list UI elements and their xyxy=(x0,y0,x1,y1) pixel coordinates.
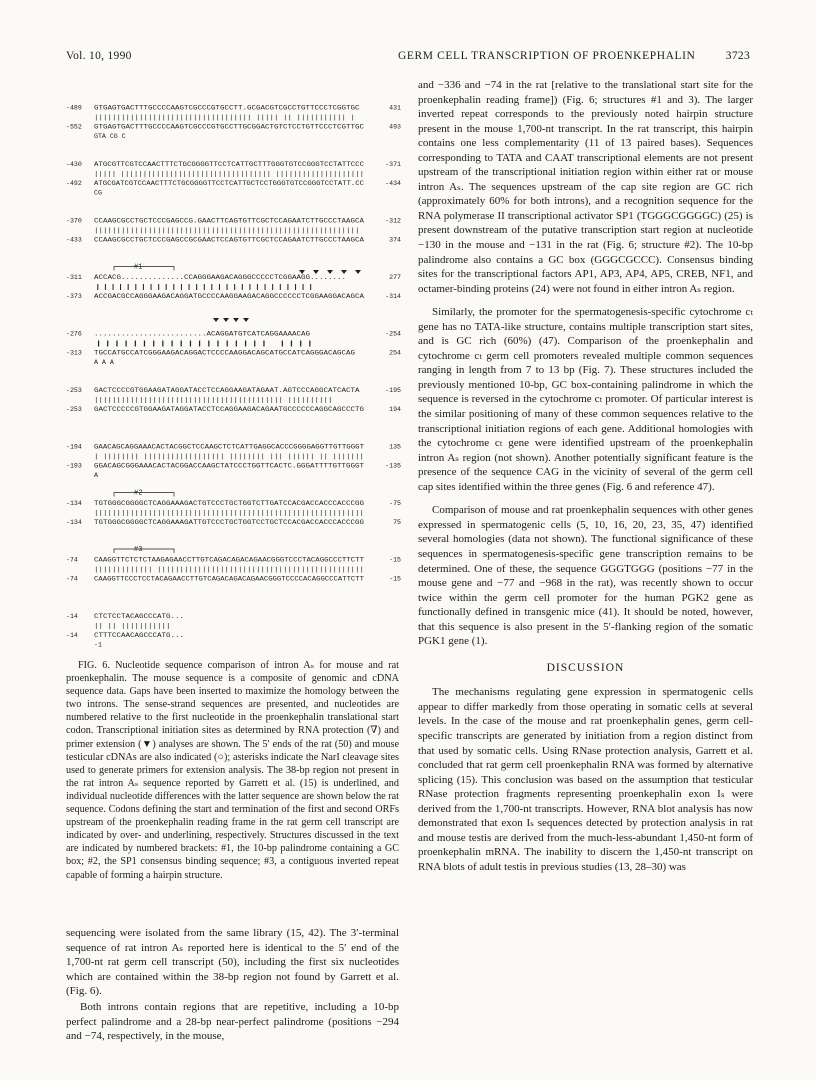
structure-bracket-label: #2 xyxy=(134,489,143,498)
rat-sequence: TGCCATGCCATCGGGAAGACAGGACTCCCCAAGGACAGCATGCCATCAGGGACAGCAG xyxy=(94,349,356,357)
initiation-site-marker xyxy=(233,318,239,322)
line-number: -312 xyxy=(385,217,401,225)
line-number: -194 xyxy=(66,443,82,451)
left-paragraph-1 xyxy=(66,926,399,999)
right-paragraph-1: and −336 and −74 in the rat [relative to the translational start site for the proenkephalin reading frame]) (Fig. 6; structures #1 and 3). The larger inverted repeat corresponds to the previously noted hairpin structure present in the mouse 1,700-nt transcript. In the rat transcript, this hairpin contains one less complementarity (11 of 13 paired bases). Sequences corresponding to TATA and CAAT transcriptional elements are not present upstream of the transcriptional initiation region within either rat or mouse intron Aₛ. The sequences upstream of the cap site region are GC rich (approximately 60% for both introns), and a recognition sequence for the RNA polymerase II transcriptional activator SP1 (TGGGCGGGGC) (25) is present downstream of the putative transcription start region at nucleotide −130 in the mouse and −131 in the rat (Fig. 6; structure #2). The 10-bp palindrome also contains a GC box (GGGCGCCC). Consensus binding sites for the transcriptional factors AP1, AP3, AP4, AP5, CREB, NF1, and octamer-binding proteins (24) were not found in either intron Aₛ region. xyxy=(418,79,753,295)
rat-sequence: TGTGGGCGGGGCTCAGGAAAGATTGTCCCTGCTGGTCCTGCTCCACGACCACCCACCCGG xyxy=(94,519,365,526)
line-number: -193 xyxy=(66,462,82,470)
section-heading-discussion: DISCUSSION xyxy=(546,661,625,674)
line-number: -433 xyxy=(66,236,82,244)
line-number: -254 xyxy=(385,330,401,338)
mouse-sequence: CCAAGCGCCTGCTCCCGAGCCG.GAACTTCAGTGTTCGCTCCAGAATCTTGCCCTAAGCA xyxy=(94,217,365,225)
line-number: -253 xyxy=(66,387,82,394)
rat-sequence: ACCGACGCCAGGGAAGACAGGATGCCCCAAGGAAGACAGGCCCCCCTCGGAAGGACAGCA xyxy=(94,293,365,300)
structure-bracket xyxy=(114,267,174,271)
line-number: -276 xyxy=(66,330,82,338)
line-number: -313 xyxy=(66,349,82,357)
right-paragraph-4: The mechanisms regulating gene expression in spermatogenic cells appear to differ markedly from those operating in somatic cells at several levels. In the case of the mouse and rat proenkephalin genes, germ cell-specific transcripts are generated by initiation from a region distinct from that used by somatic cells. Using RNase protection analysis, Garrett et al. concluded that rat germ cell proenkephalin RNA was formed by alternative splicing (15). This conclusion was based on the assumption that testicular RNase protection fragments representing proenkephalin exon Iₛ were derived from the 1,700-nt transcripts. However, RNA blot analysis has now demonstrated that exon Iₛ sequences detected by protection analysis in rat and mouse testis are derived from the much-less-abundant 1,450-nt form of proenkephalin mRNA. The inability to discern the 1,450-nt transcript on RNA blots of adult testis in previous studies (13, 28–30) was xyxy=(418,686,753,873)
identity-bars: ||||||||||||| |||||||||||||||||||||||||||||||||||||||||||||| xyxy=(94,566,364,573)
line-number: -489 xyxy=(66,104,82,112)
identity-bars: |||||||||||||||||||||||||||||||||||||||||| |||||||||| xyxy=(94,396,333,404)
caption-label: FIG. 6. xyxy=(78,660,110,671)
identity-bars: ||||||||||||||||||||||||||||||||||||||||||||||||||||||||||| xyxy=(94,227,360,234)
identity-bars: ||||| |||||||||||||||||||||||||||||||||| |||||||||||||||||||| xyxy=(94,170,364,178)
line-number: -135 xyxy=(385,462,401,470)
nucleotide-differences: CG xyxy=(94,189,102,197)
line-number: 431 xyxy=(389,104,401,112)
line-number: 135 xyxy=(389,443,401,451)
line-number: -430 xyxy=(66,161,82,168)
right-paragraph-2: Similarly, the promoter for the spermatogenesis-specific cytochrome cₜ gene has no TATA-like structure, contains multiple transcription start sites, and is GC rich (60%) (47). Comparison of the proenkephalin and cytochrome cₜ germ cell promoters revealed multiple common sequences ranging in length from 7 to 13 bp (Fig. 7). These structures included the previously mentioned 10-bp, GC box-containing palindrome in which the sequence is reversed in the cytochrome cₜ promoter. Of particular interest is the similar positioning of many of these common sequences relative to the transcriptional initiation regions of each gene. Additional homologies with the cytochrome cₜ gene were identified upstream of the proenkephalin intron Aₛ region (not shown). Another potentially significant feature is the presence of the sequence CAG in the vicinity of several of the germ cell cap sites identified within the three genes (Fig. 6 and reference 47). xyxy=(418,306,753,493)
rat-sequence: GTGAGTGACTTTGCCCCAAGTCGCCCGTGCCTTGCGGACTGTCTCCTGTTCCCTCGTTGC xyxy=(94,123,365,131)
structure-bracket xyxy=(114,493,174,497)
caption-text: Nucleotide sequence comparison of intron Aₛ for mouse and rat proenkephalin. The mouse sequence is a composite of genomic and cDNA sequence data. Gaps have been inserted to maximize the homology between the two introns. The sense-strand sequences are presented, and nucleotides are numbered relative to the first nucleotide in the proenkephalin translational start codon. Transcriptional initiation sites as determined by RNA protection (∇) and primer extension (▼) analyses are shown. The 5′ ends of the rat (50) and mouse testicular cDNAs are also indicated (○); asterisks indicate the NarI cleavage sites used to generate primers for extension analysis. The 38-bp region not present in the rat intron Aₛ sequence reported by Garrett et al. (15) is underlined, and individual nucleotide differences with the latter sequence are shown below the rat sequence. Codons defining the start and termination of the first and second ORFs upstream of the proenkephalin reading frame in the rat germ cell transcript are indicated by over- and underlining, respectively. Structures discussed in the text are indicated by numbered brackets: #1, the 10-bp palindrome containing a GC box; #2, the SP1 consensus binding sequence; #3, a contiguous inverted repeat capable of forming a hairpin structure. xyxy=(66,660,400,881)
identity-bars: || || ||||||||||| xyxy=(94,622,171,630)
nucleotide-differences: A xyxy=(94,472,98,479)
alignment-svg xyxy=(66,92,401,654)
mouse-sequence: CTCTCCTACAGCCCATG... xyxy=(94,613,184,620)
mouse-sequence: GTGAGTGACTTTGCCCCAAGTCGCCCGTGCCTT.GCGACGTCGCCTGTTCCCTCGGTGC xyxy=(94,104,360,112)
rat-sequence: CTTTCCAACAGCCCATG... xyxy=(94,632,184,639)
line-number: -552 xyxy=(66,123,82,131)
figure-caption xyxy=(66,659,399,882)
initiation-site-marker xyxy=(355,270,361,274)
line-number: -492 xyxy=(66,180,82,187)
mouse-sequence: TGTGGGCGGGGCTCAGGAAAGACTGTCCCTGCTGGTCTTGATCCACGACCACCCACCCGG xyxy=(94,500,365,507)
structure-bracket xyxy=(114,549,174,553)
identity-bars: ||||||||||||||||||| |||| xyxy=(94,340,315,347)
paragraph-text: sequencing were isolated from the same library (15, 42). The 3′-terminal sequence of rat intron Aₛ reported here is identical to the 5′ end of the 1,700-nt rat germ cell transcript (50), including the first six nucleotides which are contained within the 38-bp region not found by Garrett et al. (Fig. 6). xyxy=(66,927,399,998)
line-number: -134 xyxy=(66,519,82,526)
line-number: -74 xyxy=(66,556,78,564)
line-number: -75 xyxy=(389,500,401,507)
identity-bars: ||||||||||||||||||||||||||||| xyxy=(94,283,315,291)
sequence-alignment-figure xyxy=(66,92,401,654)
mouse-sequence: GAACAGCAGGAAACACTACGGCTCCAAGCTCTCATTGAGGCACCCGGGGAGGTTGTTGGGT xyxy=(94,443,365,451)
rat-sequence: GACTCCCCCGTGGAAGATAGGATACCTCCAGGAAGACAGAATGCCCCCCAGGCAGCCCTG xyxy=(94,406,365,413)
line-number: -14 xyxy=(66,632,78,639)
initiation-site-marker xyxy=(213,318,219,322)
rat-sequence: GGACAGCGGGAAACACTACGGACCAAGCTATCCCTGGTTCACTC.GGGATTTTGTTGGGT xyxy=(94,462,365,470)
line-number: -434 xyxy=(385,180,401,187)
line-number: 75 xyxy=(393,519,401,526)
nucleotide-differences: -1 xyxy=(94,641,102,649)
line-number: -15 xyxy=(389,556,401,564)
line-number: -373 xyxy=(66,293,82,300)
running-header-title: GERM CELL TRANSCRIPTION OF PROENKEPHALIN xyxy=(398,50,696,62)
nucleotide-differences: A A A xyxy=(94,359,114,366)
rat-sequence: CCAAGCGCCTGCTCCCGAGCCGCGAACTCCAGTGTTCGCTCCAGAATCTTGCCCTAAGCA xyxy=(94,236,365,244)
mouse-sequence: GACTCCCCGTGGAAGATAGGATACCTCCAGGAAGATAGAAT.AGTCCCAGGCATCACTA xyxy=(94,387,360,394)
rat-sequence: CAAGGTTCCCTCCTACAGAACCTTGTCAGACAGACAGAACGGGTCCCCACAGGCCCATTCTT xyxy=(94,575,365,583)
running-header-volume: Vol. 10, 1990 xyxy=(66,50,132,62)
right-paragraph-3: Comparison of mouse and rat proenkephalin sequences with other genes expressed in spermatogenic cells (5, 10, 16, 20, 23, 35, 47) identified several homologies (data not shown). The functional significance of these sequences in spermatogenesis-specific gene transcription remains to be determined. One of these, the sequence GGGTGGG (positions −77 in the mouse gene and −77 and −968 in the rat), was recently shown to occur twice within the germ cell promoter for the human PGK2 gene as functionally defined in transgenic mice (41). It should be noted, however, that this sequence is also present in the 5′-flanking region of the somatic PGK1 gene (1). xyxy=(418,504,753,648)
structure-bracket-label: #3 xyxy=(134,546,143,554)
mouse-sequence: ACCACG..............CCAGGGAAGACAGGGCCCCCTCGGAAGG........ xyxy=(94,274,346,281)
identity-bars: | |||||||| |||||||||||||||||| |||||||| ||| |||||| || ||||||| xyxy=(94,453,364,460)
line-number: 493 xyxy=(389,123,401,131)
line-number: 374 xyxy=(389,236,401,244)
identity-bars: ||||||||||||||||||||||||||||||||||| ||||| || ||||||||||| | xyxy=(94,114,355,121)
line-number: 194 xyxy=(389,406,401,413)
line-number: -370 xyxy=(66,217,82,225)
left-paragraph-2 xyxy=(66,1000,399,1044)
line-number: -74 xyxy=(66,575,78,583)
rat-sequence: ATGCGATCGTCCAACTTTCTGCGGGGTTCCTCATTGCTCCTGGGTGTCCGGGTCCTATT.CC xyxy=(94,180,365,187)
structure-bracket-label: #1 xyxy=(134,263,143,272)
right-column xyxy=(418,78,753,874)
nucleotide-differences: GTA CG C xyxy=(94,133,126,140)
line-number: 277 xyxy=(389,274,401,281)
line-number: -253 xyxy=(66,406,82,413)
line-number: -195 xyxy=(385,387,401,394)
line-number: -134 xyxy=(66,500,82,507)
mouse-sequence: .........................ACAGGATGTCATCAGGAAAACAG xyxy=(94,330,311,338)
paragraph-text: Both introns contain regions that are repetitive, including a 10-bp perfect palindrome and a 28-bp near-perfect palindrome (positions −294 and −74, respectively, in the mouse, xyxy=(66,1001,399,1043)
identity-bars: |||||||||||||||||||||||||||||||||||||||||||||||||||||||||||| xyxy=(94,509,364,517)
initiation-site-marker xyxy=(243,318,249,322)
page-number: 3723 xyxy=(725,50,750,62)
line-number: -311 xyxy=(66,274,82,281)
mouse-sequence: CAAGGTTCTCTCTAAGAGAACCTTGTCAGACAGACAGAACGGGTCCCTACAGGCCCTTCTT xyxy=(94,556,365,564)
initiation-site-marker xyxy=(223,318,229,322)
line-number: -314 xyxy=(385,293,401,300)
line-number: -15 xyxy=(389,575,401,583)
mouse-sequence: ATGCGTTCGTCCAACTTTCTGCGGGGTTCCTCATTGCTTTGGGTGTCCGGGTCCTATTCCC xyxy=(94,161,365,168)
line-number: -14 xyxy=(66,613,78,620)
line-number: -371 xyxy=(385,161,401,168)
line-number: 254 xyxy=(389,349,401,357)
